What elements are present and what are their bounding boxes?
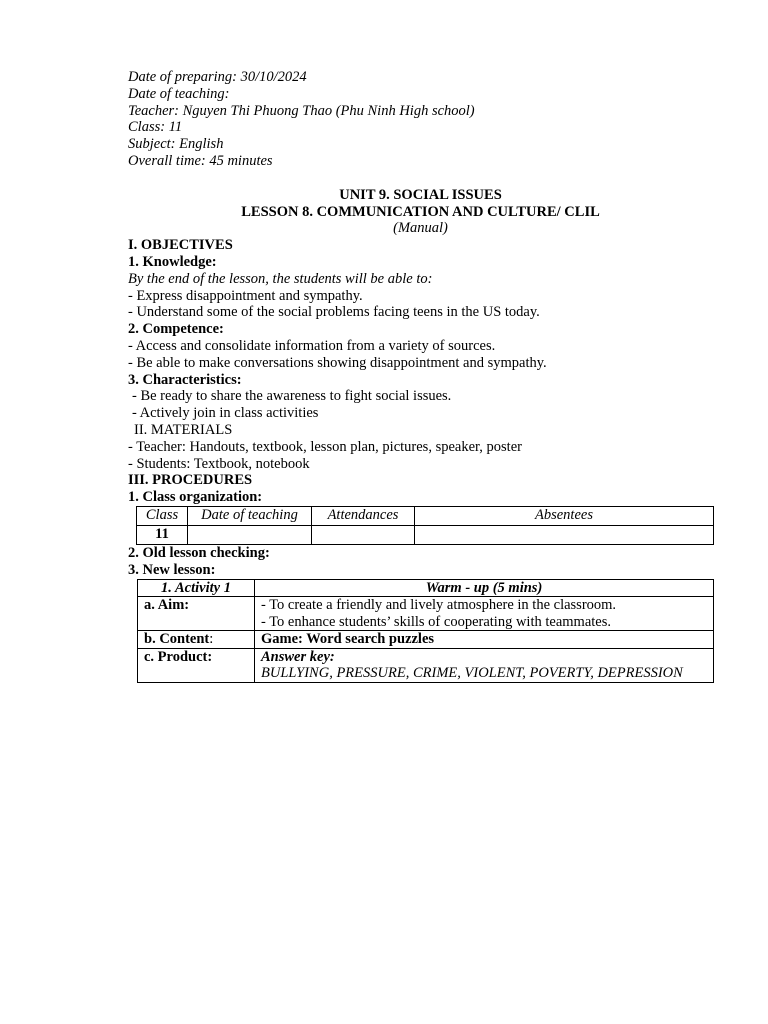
table-cell: 11 <box>137 525 188 544</box>
teacher-info: Teacher: Nguyen Thi Phuong Thao (Phu Ninh High school) <box>128 102 475 119</box>
procedures-heading: III. PROCEDURES <box>128 472 253 489</box>
content-colon: : <box>209 631 214 648</box>
date-preparing: Date of preparing: 30/10/2024 <box>128 69 307 85</box>
knowledge-intro: By the end of the lesson, the students will be able to: <box>128 270 433 287</box>
activity-label: 1. Activity 1 <box>138 579 255 597</box>
manual-label: (Manual) <box>393 220 448 237</box>
new-lesson-heading: 3. New lesson: <box>128 561 216 578</box>
date-teaching: Date of teaching: <box>128 85 230 102</box>
product-label: c. Product: <box>138 648 255 682</box>
characteristics-item: - Be ready to share the awareness to fight social issues. <box>132 388 452 405</box>
table-cell <box>188 525 312 544</box>
characteristics-heading: 3. Characteristics: <box>128 371 242 388</box>
knowledge-heading: 1. Knowledge: <box>128 253 217 270</box>
old-lesson-heading: 2. Old lesson checking: <box>128 544 270 561</box>
class-organization-heading: 1. Class organization: <box>128 489 263 506</box>
table-header-cell: Class <box>137 506 188 525</box>
answer-key-value: BULLYING, PRESSURE, CRIME, VIOLENT, POVERTY, DEPRESSION <box>261 665 683 682</box>
answer-key-label: Answer key: <box>261 648 335 665</box>
lesson-title: LESSON 8. COMMUNICATION AND CULTURE/ CLIL <box>241 203 600 220</box>
subject-info: Subject: English <box>128 136 224 153</box>
aim-item: - To enhance students’ skills of cooperating with teammates. <box>261 613 611 630</box>
characteristics-item: - Actively join in class activities <box>132 405 319 422</box>
table-header-cell: Absentees <box>415 506 714 525</box>
competence-item: - Be able to make conversations showing disappointment and sympathy. <box>128 354 547 371</box>
activity-header-row <box>138 579 714 597</box>
table-header-cell: Attendances <box>312 506 415 525</box>
table-cell <box>312 525 415 544</box>
competence-heading: 2. Competence: <box>128 321 224 338</box>
aim-label: a. Aim: <box>138 597 255 631</box>
table-row <box>137 525 714 544</box>
content-label-cell <box>138 631 255 649</box>
table-header-row <box>137 506 714 525</box>
unit-title: UNIT 9. SOCIAL ISSUES <box>339 186 502 203</box>
content-value: Game: Word search puzzles <box>255 631 714 649</box>
class-info: Class: 11 <box>128 119 183 136</box>
activity-title: Warm - up (5 mins) <box>255 579 714 597</box>
overall-time: Overall time: 45 minutes <box>128 152 273 169</box>
aim-cell <box>255 597 714 631</box>
lesson-plan-document <box>128 69 728 683</box>
objectives-heading: I. OBJECTIVES <box>128 237 233 254</box>
activity-table <box>137 579 714 683</box>
materials-item: - Teacher: Handouts, textbook, lesson plan, pictures, speaker, poster <box>128 438 522 455</box>
class-organization-table <box>136 506 714 545</box>
product-cell <box>255 648 714 682</box>
aim-row <box>138 597 714 631</box>
competence-item: - Access and consolidate information from a variety of sources. <box>128 337 496 354</box>
content-row <box>138 631 714 649</box>
table-cell <box>415 525 714 544</box>
materials-item: - Students: Textbook, notebook <box>128 455 310 472</box>
knowledge-item: - Express disappointment and sympathy. <box>128 287 363 304</box>
product-row <box>138 648 714 682</box>
content-label: b. Content <box>144 631 210 648</box>
materials-heading: II. MATERIALS <box>134 421 233 438</box>
knowledge-item: - Understand some of the social problems facing teens in the US today. <box>128 304 540 321</box>
table-header-cell: Date of teaching <box>188 506 312 525</box>
aim-item: - To create a friendly and lively atmosphere in the classroom. <box>261 597 617 614</box>
